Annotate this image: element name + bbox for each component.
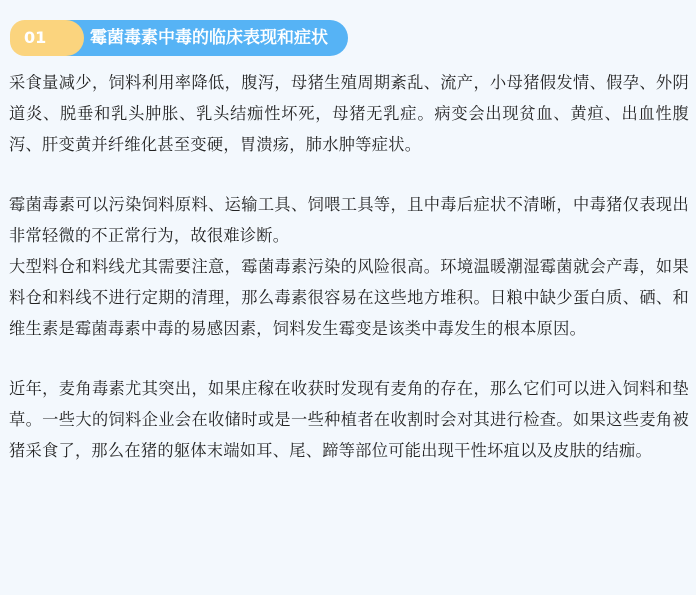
paragraph-ergot: 近年，麦角毒素尤其突出，如果庄稼在收获时发现有麦角的存在，那么它们可以进入饲料和垫草。一些大的饲料企业会在收储时或是一些种植者在收割时会对其进行检查。如果这些麦角被猪采食了，那么在猪的躯体末端如耳、尾、蹄等部位可能出现干性坏疽以及皮肤的结痂。: [9, 379, 689, 460]
paragraph-symptoms: 采食量减少，饲料利用率降低，腹泻，母猪生殖周期紊乱、流产，小母猪假发情、假孕、外阴道炎、脱垂和乳头肿胀、乳头结痂性坏死，母猪无乳症。病变会出现贫血、黄疸、出血性腹泻、肝变黄并纤维化甚至变硬，胃溃疡，肺水肿等症状。: [9, 73, 689, 154]
paragraph-storage-risk: 大型料仓和料线尤其需要注意，霉菌毒素污染的风险很高。环境温暖潮湿霉菌就会产毒，如果料仓和料线不进行定期的清理，那么毒素很容易在这些地方堆积。日粮中缺少蛋白质、硒、和维生素是霉菌毒素中毒的易感因素，饲料发生霉变是该类中毒发生的根本原因。: [9, 256, 689, 338]
article-body: [9, 68, 689, 467]
paragraph-spacer: [9, 160, 689, 190]
paragraph-spacer: [9, 344, 689, 374]
section-number-badge: 01: [10, 20, 84, 56]
section-title: 霉菌毒素中毒的临床表现和症状: [90, 28, 328, 48]
paragraph-contamination: 霉菌毒素可以污染饲料原料、运输工具、饲喂工具等，且中毒后症状不清晰，中毒猪仅表现出非常轻微的不正常行为，故很难诊断。: [9, 195, 689, 246]
section-header: [10, 20, 348, 56]
